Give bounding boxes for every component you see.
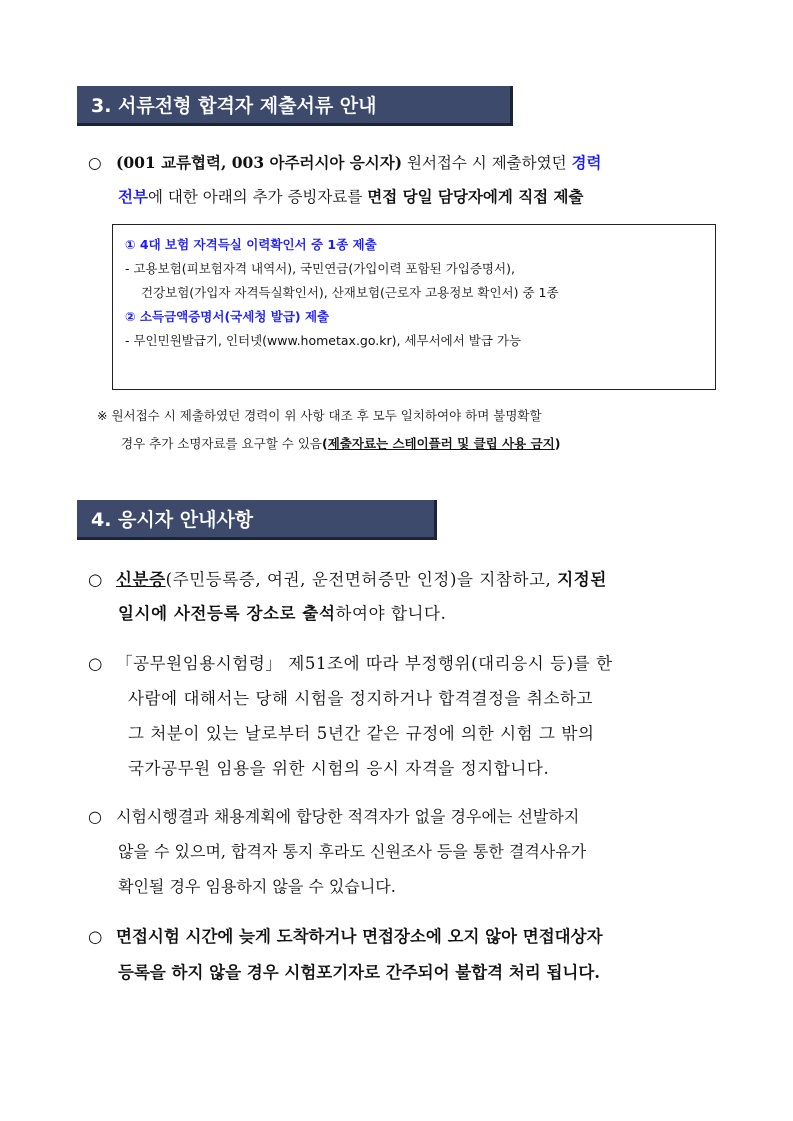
item-text: 그 처분이 있는 날로부터 5년간 같은 규정에 의한 시험 그 밖의 [128,724,595,743]
item-text: 면접시험 시간에 늦게 도착하거나 면접장소에 오지 않아 면접대상자 [116,927,603,946]
career-highlight: 경력 [571,153,602,172]
circle-bullet-icon: ○ [88,654,103,673]
section-3-title: 3. 서류전형 합격자 제출서류 안내 [91,95,377,117]
circle-bullet-icon: ○ [88,154,102,172]
notice-item-3 [88,799,728,904]
attend-emphasis: 일시에 사전등록 장소로 출석 [118,604,336,623]
note-paragraph [97,402,737,458]
required-documents-box [112,224,716,390]
submit-directly-emphasis: 면접 당일 담당자에게 직접 제출 [367,187,584,206]
paragraph-text: 에 대한 아래의 추가 증빙자료를 [147,188,368,206]
paren: ) [554,436,561,451]
notice-item-1 [88,563,728,631]
section-4-header [77,500,437,540]
note-line: ※ 원서접수 시 제출하였던 경력이 위 사항 대조 후 모두 일치하여야 하며 불명확할 [97,408,542,423]
all-highlight: 전부 [118,187,148,206]
doc-heading-2: ② 소득금액증명서(국세청 발급) 제출 [125,309,330,324]
item-text: 않을 수 있으며, 합격자 통지 후라도 신원조사 등을 통한 결격사유가 [118,842,587,861]
notice-item-2 [88,646,728,786]
item-text: 「공무원임용시험령」 제51조에 따라 부정행위(대리응시 등)를 한 [116,654,613,673]
submission-paragraph [88,146,728,214]
item-text: (주민등록증, 여권, 운전면허증만 인정)을 지참하고, [165,570,558,589]
circle-bullet-icon: ○ [88,807,102,826]
item-text: 사람에 대해서는 당해 시험을 정지하거나 합격결정을 취소하고 [128,689,594,708]
paragraph-text: 원서접수 시 제출하였던 [402,154,572,172]
designated-emphasis: 지정된 [557,570,607,589]
applicant-target: (001 교류협력, 003 아주러시아 응시자) [116,153,403,172]
item-text: 하여야 합니다. [335,604,447,623]
note-line: 경우 추가 소명자료를 요구할 수 있음 [121,436,322,451]
no-staples-emphasis: 제출자료는 스테이플러 및 클립 사용 금지 [327,436,555,451]
item-text: 시험시행결과 채용계획에 합당한 적격자가 없을 경우에는 선발하지 [116,807,580,826]
doc-line: 건강보험(가입자 자격득실확인서), 산재보험(근로자 고용정보 확인서) 중 1종 [141,285,559,300]
item-text: 등록을 하지 않을 경우 시험포기자로 간주되어 불합격 처리 됩니다. [118,963,601,982]
id-card-emphasis: 신분증 [116,570,166,589]
doc-heading-1: ① 4대 보험 자격득실 이력확인서 중 1종 제출 [125,237,377,252]
notice-item-4 [88,919,728,991]
item-text: 확인될 경우 임용하지 않을 수 있습니다. [118,877,396,896]
section-3-header [77,86,513,126]
doc-line: - 고용보험(피보험자격 내역서), 국민연금(가입이력 포함된 가입증명서), [125,261,515,276]
item-text: 국가공무원 임용을 위한 시험의 응시 자격을 정지합니다. [128,759,550,778]
doc-line: - 무인민원발급기, 인터넷(www.hometax.go.kr), 세무서에서 발급 가능 [125,333,522,348]
circle-bullet-icon: ○ [88,570,103,589]
circle-bullet-icon: ○ [88,927,103,946]
paren: ( [322,436,328,451]
section-4-title: 4. 응시자 안내사항 [91,509,254,531]
